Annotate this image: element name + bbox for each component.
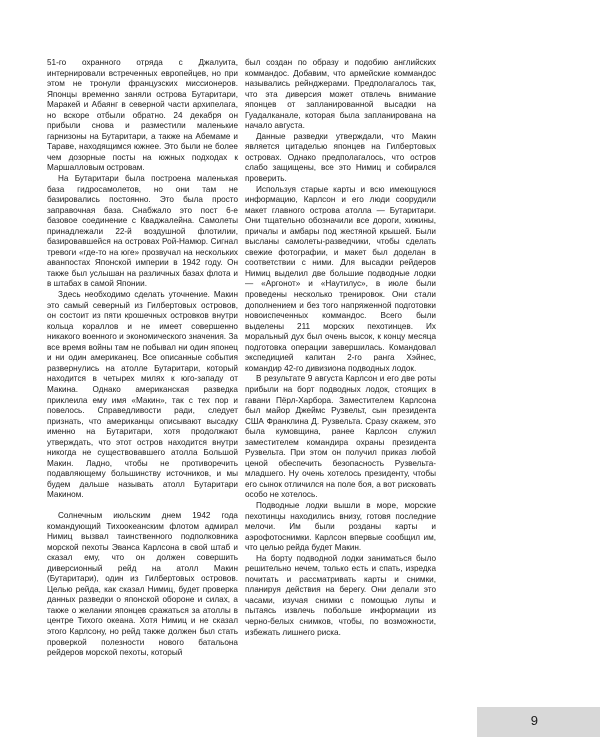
paragraph: В результате 9 августа Карлсон и его две роты прибыли на борт подводных лодок, стоящих в гавани Пёрл-Харбора. Заместителем Карлсона был майор Джеймс Рузвельт, сын президента США Франклина Д. Рузвельта. Сразу скажем, это была кумовщина, ранее Карлсон служил заместителем командира охраны президента Рузвельта. При этом он получил приказ любой ценой обеспечить безопасность Рузвельта-младшего. Ну очень хотелось президенту, чтобы его сынок отличился на поле боя, а вот рисковать особо не хотелось.	[245, 374, 436, 500]
paragraph: На борту подводной лодки заниматься было решительно нечем, только есть и спать, изредка почитать и рассматривать карты и снимки, планируя действия на берегу. Они делали это часами, изучая снимки с помощью лупы и пытаясь извлечь побольше информации из черно-белых снимков, чтобы, по возможности, избежать лишнего риска.	[245, 553, 436, 637]
paragraph: Здесь необходимо сделать уточнение. Макин это самый северный из Гилбертовых островов, он состоит из пяти крошечных островков внутри кольца кораллов и не имеет совершенно никакого военного и экономического значения. За все время войны там не побывал ни один японец и ни один американец. Все описанные события развернулись на атолле Бутаритари, который находится в четырех милях к юго-западу от Макина. Однако американская разведка приклеила ему имя «Макин», так с тех пор и повелось. Справедливости ради, следует признать, что американцы описывают высадку именно на Бутаритари, хотя продолжают утверждать, что этот остров находится внутри никогда не существовавшего атолла Большой Макин. Ладно, чтобы не противоречить подавляющему большинству источников, и мы будем дальше называть атолл Бутаритари Макином.	[47, 290, 238, 500]
page-number: 9	[530, 713, 538, 728]
text-column-right	[245, 58, 436, 638]
paragraph: На Бутаритари была построена маленькая база гидросамолетов, но они там не базировались постоянно. Это была просто заправочная база. Снабжало это пост 6-е базовое соединение с Кваджалейна. Самолеты принадлежали 22-й воздушной флотилии, базировавшейся на островах Рой-Намюр. Сигнал тревоги «где-то на юге» прозвучал на нескольких аванпостах Японской империи в 1942 году. Он также был услышан на различных базах флота и в штабах в самой Японии.	[47, 174, 238, 289]
paragraph: Используя старые карты и всю имеющуюся информацию, Карлсон и его люди соорудили макет главного острова атолла — Бутаритари. Они тщательно обозначили все дороги, хижины, причалы и амбары под жестяной крышей. Были высланы самолеты-разведчики, чтобы сделать свежие фотографии, и макет был доделан в соответствии с ними. Для высадки рейдеров Нимиц выделил две большие подводные лодки — «Аргонот» и «Наутилус», в июле были проведены несколько тренировок. Они стали дополнением и без того напряженной подготовки новоиспеченных коммандос. Всего были выделены 211 морских пехотинцев. Их моральный дух был очень высок, к концу месяца подготовка операции завершилась. Командовал экспедицией капитан 2-го ранга Хэйнес, командир 42-го дивизиона подводных лодок.	[245, 184, 436, 373]
page-number-bar	[477, 707, 600, 737]
paragraph: Подводные лодки вышли в море, морские пехотинцы находились внизу, готовя последние мелочи. Им были розданы карты и аэрофотоснимки. Карлсон впервые сообщил им, что целью рейда будет Макин.	[245, 500, 436, 553]
paragraph: был создан по образу и подобию английских коммандос. Добавим, что армейские коммандос назывались рейнджерами. Предполагалось так, что эта диверсия может отвлечь внимание японцев от запланированной высадки на Гуадалканале, которая была запланирована на начало августа.	[245, 58, 436, 131]
paragraph: Данные разведки утверждали, что Макин является цитаделью японцев на Гилбертовых островах. Однако предполагалось, что остров слабо защищены, все это Нимиц и собирался проверить.	[245, 131, 436, 184]
paragraph: 51-го охранного отряда с Джалуита, интернировали встреченных европейцев, но при этом не тронули французских миссионеров. Японцы временно заняли острова Бутаритари, Маракей и Абаянг в северной части архипелага, но вскоре отбыли обратно. 24 декабря он прибыли снова и разместили маленькие гарнизоны на Бутаритари, а также на Абемаме и Тараве, находящимся южнее. Это были не более чем дозорные посты на южных подходах к Маршалловым островам.	[47, 58, 238, 173]
paragraph: Солнечным июльским днем 1942 года командующий Тихоокеанским флотом адмирал Нимиц вызвал таинственного подполковника морской пехоты Эванса Карлсона в свой штаб и сказал ему, что он должен совершить диверсионный рейд на атолл Макин (Бутаритари), один из Гилбертовых островов. Целью рейда, как сказал Нимиц, будет проверка данных разведки о японской обороне и силах, а также о желании японцев сражаться за атоллы в центре Тихого океана. Хотя Нимиц и не сказал этого Карлсону, но рейд также должен был стать проверкой полезности нового батальона рейдеров морской пехоты, который	[47, 510, 238, 658]
text-column-left	[47, 58, 238, 659]
